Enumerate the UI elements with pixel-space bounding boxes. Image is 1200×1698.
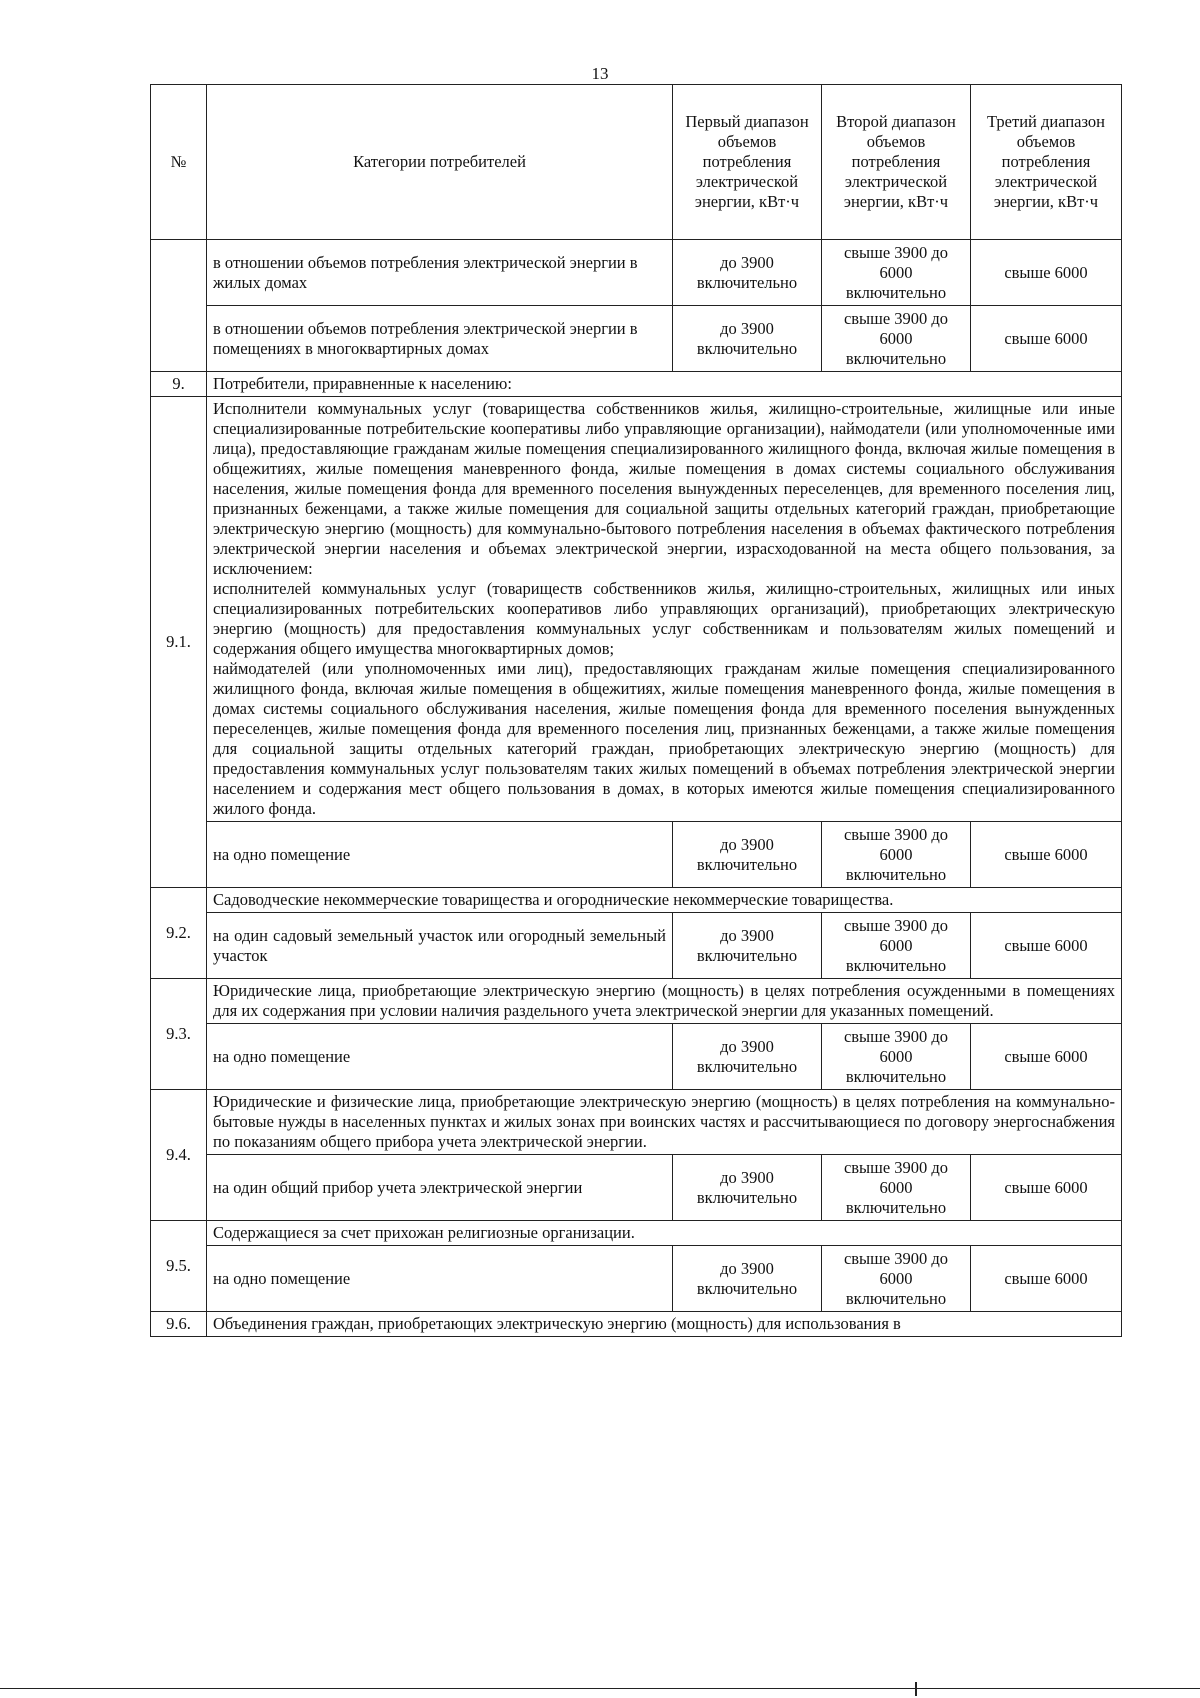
section-number: 9. (151, 372, 207, 397)
section-description: Объединения граждан, приобретающих электрическую энергию (мощность) для использования в (207, 1312, 1122, 1337)
range-third-cell: свыше 6000 (971, 240, 1122, 306)
table-row (151, 1155, 1122, 1221)
paragraph: исполнителей коммунальных услуг (товариществ собственников жилья, жилищно-строительных, жилищных или иных специализированных потребительских кооперативов либо управляющих организаций), приобретающих электрическую энергию (мощность) для предоставления коммунальных услуг собственникам и пользователям жилых помещений и содержания общего имущества многоквартирных домов; (213, 579, 1115, 658)
section-9-6-text-row (151, 1312, 1122, 1337)
range-third-cell: свыше 6000 (971, 1024, 1122, 1090)
section-9-3-text-row (151, 979, 1122, 1024)
section-title: Потребители, приравненные к населению: (207, 372, 1122, 397)
row-label: в отношении объемов потребления электрической энергии в жилых домах (207, 240, 673, 306)
table-row (151, 240, 1122, 306)
section-description: Садоводческие некоммерческие товарищества и огороднические некоммерческие товарищества. (207, 888, 1122, 913)
section-number: 9.2. (151, 888, 207, 979)
range-third-cell: свыше 6000 (971, 822, 1122, 888)
table-row (151, 306, 1122, 372)
range-second-cell: свыше 3900 до 6000 включительно (822, 1024, 971, 1090)
range-first-cell: до 3900 включительно (673, 1246, 822, 1312)
row-label: на один общий прибор учета электрической энергии (207, 1155, 673, 1221)
range-first-cell: до 3900 включительно (673, 822, 822, 888)
table-row (151, 1024, 1122, 1090)
section-number: 9.5. (151, 1221, 207, 1312)
range-first-cell: до 3900 включительно (673, 913, 822, 979)
row-label: на один садовый земельный участок или огородный земельный участок (207, 913, 673, 979)
range-second-cell: свыше 3900 до 6000 включительно (822, 306, 971, 372)
section-number: 9.4. (151, 1090, 207, 1221)
range-third-cell: свыше 6000 (971, 306, 1122, 372)
range-first-cell: до 3900 включительно (673, 306, 822, 372)
section-number: 9.3. (151, 979, 207, 1090)
header-second-range: Второй диапазон объемов потребления электрической энергии, кВт·ч (822, 85, 971, 240)
range-second-cell: свыше 3900 до 6000 включительно (822, 1246, 971, 1312)
header-num: № (151, 85, 207, 240)
range-second-cell: свыше 3900 до 6000 включительно (822, 822, 971, 888)
section-9-4-text-row (151, 1090, 1122, 1155)
section-description: Юридические и физические лица, приобретающие электрическую энергию (мощность) в целях потребления на коммунально-бытовые нужды в населенных пунктах и жилых зонах при воинских частях и рассчитывающиеся по договору энергоснабжения по показаниям общего прибора учета электрической энергии. (207, 1090, 1122, 1155)
bottom-scan-edge (0, 1688, 1200, 1689)
header-first-range: Первый диапазон объемов потребления электрической энергии, кВт·ч (673, 85, 822, 240)
range-first-cell: до 3900 включительно (673, 1155, 822, 1221)
row-label: на одно помещение (207, 1246, 673, 1312)
table-row (151, 822, 1122, 888)
section-9-2-text-row (151, 888, 1122, 913)
header-category: Категории потребителей (207, 85, 673, 240)
paragraph: наймодателей (или уполномоченных ими лиц), предоставляющих гражданам жилые помещения специализированного жилищного фонда, включая жилые помещения в общежитиях, жилые помещения маневренного фонда, жилые помещения в домах системы социального обслуживания населения, жилые помещения фонда для временного поселения вынужденных переселенцев, жилые помещения фонда для временного поселения лиц, признанных беженцами, а также жилые помещения для социальной защиты отдельных категорий граждан, приобретающих электрическую энергию (мощность) для предоставления коммунальных услуг пользователям таких жилых помещений в объемах потребления электрической энергии населением и содержания мест общего пользования в домах, в которых имеются жилые помещения специализированного жилого фонда. (213, 659, 1115, 818)
section-number: 9.1. (151, 397, 207, 888)
paragraph: Исполнители коммунальных услуг (товарищества собственников жилья, жилищно-строительные, жилищные или иные специализированные потребительские кооперативы либо управляющие организации), наймодатели (или уполномоченные ими лица), предоставляющие гражданам жилые помещения специализированного жилищного фонда, включая жилые помещения в общежитиях, жилые помещения маневренного фонда, жилые помещения в домах системы социального обслуживания населения, жилые помещения фонда для временного поселения вынужденных переселенцев, для временного поселения лиц, признанных беженцами, а также жилые помещения для социальной защиты отдельных категорий граждан, приобретающие электрическую энергию (мощность) для коммунально-бытового потребления населения в объемах фактического потребления электрической энергии населения и объемах электрической энергии, израсходованной на места общего пользования, за исключением: (213, 399, 1115, 578)
range-first-cell: до 3900 включительно (673, 1024, 822, 1090)
section-9-1-text-row (151, 397, 1122, 822)
empty-num-cell (151, 240, 207, 372)
range-second-cell: свыше 3900 до 6000 включительно (822, 913, 971, 979)
range-first-cell: до 3900 включительно (673, 240, 822, 306)
range-second-cell: свыше 3900 до 6000 включительно (822, 240, 971, 306)
range-third-cell: свыше 6000 (971, 1155, 1122, 1221)
section-description: Содержащиеся за счет прихожан религиозные организации. (207, 1221, 1122, 1246)
row-label: на одно помещение (207, 822, 673, 888)
bottom-scan-tick (915, 1682, 917, 1696)
section-9-row (151, 372, 1122, 397)
table-row (151, 913, 1122, 979)
section-description: Юридические лица, приобретающие электрическую энергию (мощность) в целях потребления осужденными в помещениях для их содержания при условии наличия раздельного учета электрической энергии для указанных помещений. (207, 979, 1122, 1024)
row-label: на одно помещение (207, 1024, 673, 1090)
section-description (207, 397, 1122, 822)
header-third-range: Третий диапазон объемов потребления электрической энергии, кВт·ч (971, 85, 1122, 240)
range-second-cell: свыше 3900 до 6000 включительно (822, 1155, 971, 1221)
section-9-5-text-row (151, 1221, 1122, 1246)
range-third-cell: свыше 6000 (971, 913, 1122, 979)
table-header-row (151, 85, 1122, 240)
tariff-consumer-table (150, 84, 1122, 1337)
section-number: 9.6. (151, 1312, 207, 1337)
range-third-cell: свыше 6000 (971, 1246, 1122, 1312)
table-row (151, 1246, 1122, 1312)
page-number: 13 (591, 64, 609, 83)
row-label: в отношении объемов потребления электрической энергии в помещениях в многоквартирных домах (207, 306, 673, 372)
